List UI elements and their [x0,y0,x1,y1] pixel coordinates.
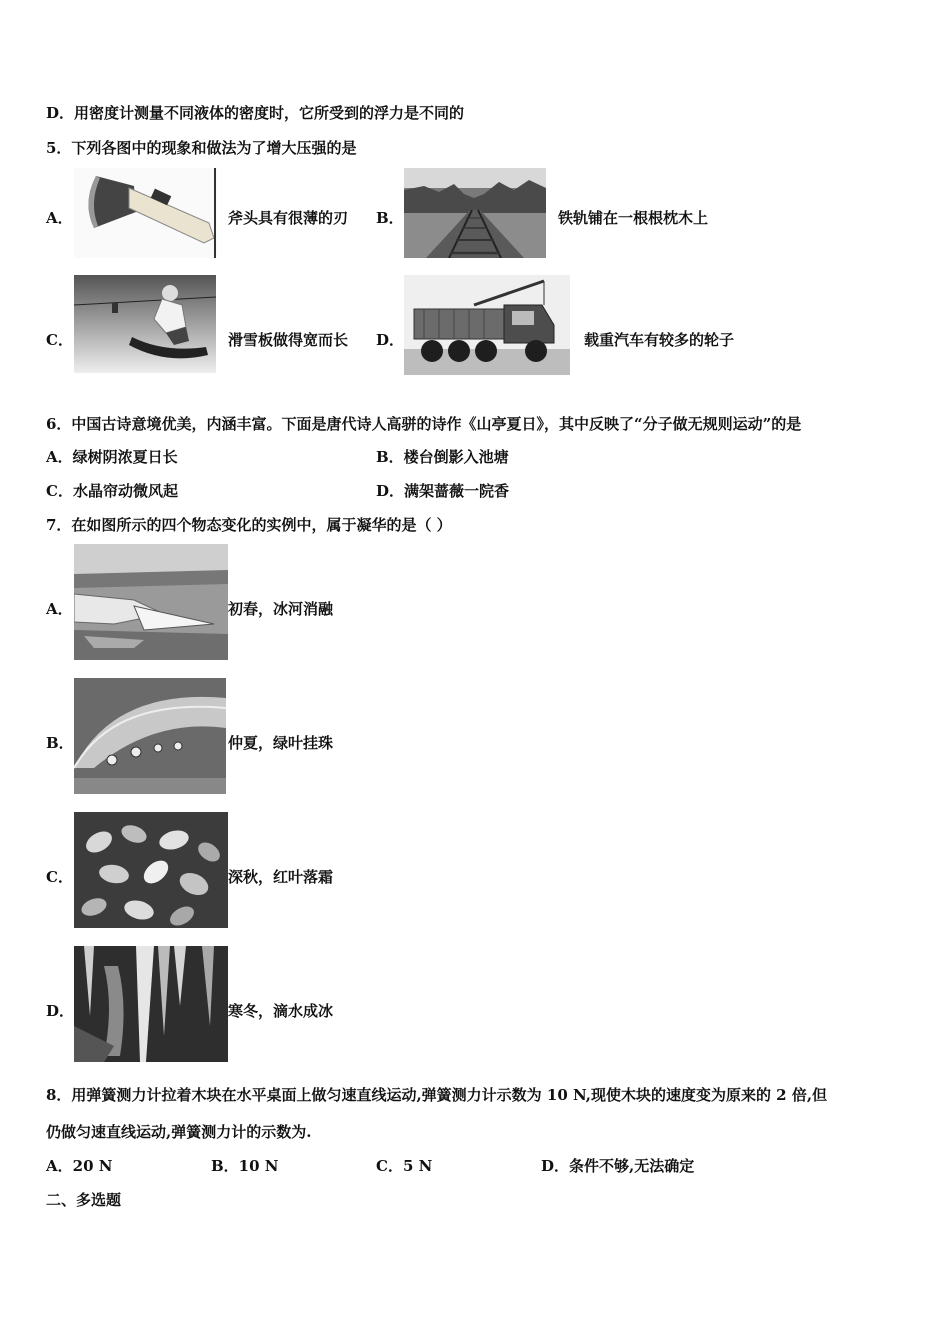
q7-option-d-letter: D． [46,1002,75,1020]
q5-option-c-letter: C． [46,331,73,349]
q7-option-c-letter: C． [46,868,73,886]
q7-stem: 7．在如图所示的四个物态变化的实例中，属于凝华的是（ ） [46,516,452,534]
q6-option-c: C．水晶帘动微风起 [46,482,178,500]
q5-option-b-letter: B． [376,209,404,227]
frost-leaves-photo [74,812,228,928]
q5-option-d-letter: D． [376,331,405,349]
q7-option-a-caption: 初春，冰河消融 [228,600,334,618]
q5-stem: 5．下列各图中的现象和做法为了增大压强的是 [46,139,357,157]
q7-option-b-caption: 仲夏，绿叶挂珠 [228,734,334,752]
q5-option-b-caption: 铁轨铺在一根根枕木上 [558,209,709,227]
q7-option-b-letter: B． [46,734,74,752]
icicles-photo [74,946,228,1062]
truck-photo [404,275,570,375]
section-title: 二、多选题 [46,1191,122,1209]
q8-option-b: B．10 N [211,1157,279,1175]
ice-river-photo [74,544,228,660]
q8-stem-line1: 8．用弹簧测力计拉着木块在水平桌面上做匀速直线运动,弹簧测力计示数为 10 N,现使木块的速度变为原来的 2 倍,但 [46,1086,828,1104]
q6-option-d: D．满架蔷薇一院香 [376,482,510,500]
q5-option-c-caption: 滑雪板做得宽而长 [228,331,349,349]
q7-option-d-caption: 寒冬，滴水成冰 [228,1002,334,1020]
q4-option-d: D．用密度计测量不同液体的密度时，它所受到的浮力是不同的 [46,104,465,122]
q8-option-c: C．5 N [376,1157,433,1175]
q8-option-a: A．20 N [46,1157,113,1175]
railway-photo [404,168,546,258]
q6-option-b: B．楼台倒影入池塘 [376,448,509,466]
axe-photo [74,168,217,258]
q6-option-a: A．绿树阴浓夏日长 [46,448,178,466]
q8-stem-line2: 仍做匀速直线运动,弹簧测力计的示数为. [46,1123,312,1141]
q8-option-d: D．条件不够,无法确定 [541,1157,695,1175]
q7-option-a-letter: A． [46,600,73,618]
q5-option-a-caption: 斧头具有很薄的刃 [228,209,349,227]
q5-option-a-letter: A． [46,209,73,227]
q5-option-d-caption: 载重汽车有较多的轮子 [584,331,735,349]
q7-option-c-caption: 深秋，红叶落霜 [228,868,334,886]
snowboard-photo [74,275,216,373]
q6-stem: 6．中国古诗意境优美，内涵丰富。下面是唐代诗人高骈的诗作《山亭夏日》，其中反映了“分子做无规则运动”的是 [46,415,802,433]
leaf-dew-photo [74,678,226,794]
